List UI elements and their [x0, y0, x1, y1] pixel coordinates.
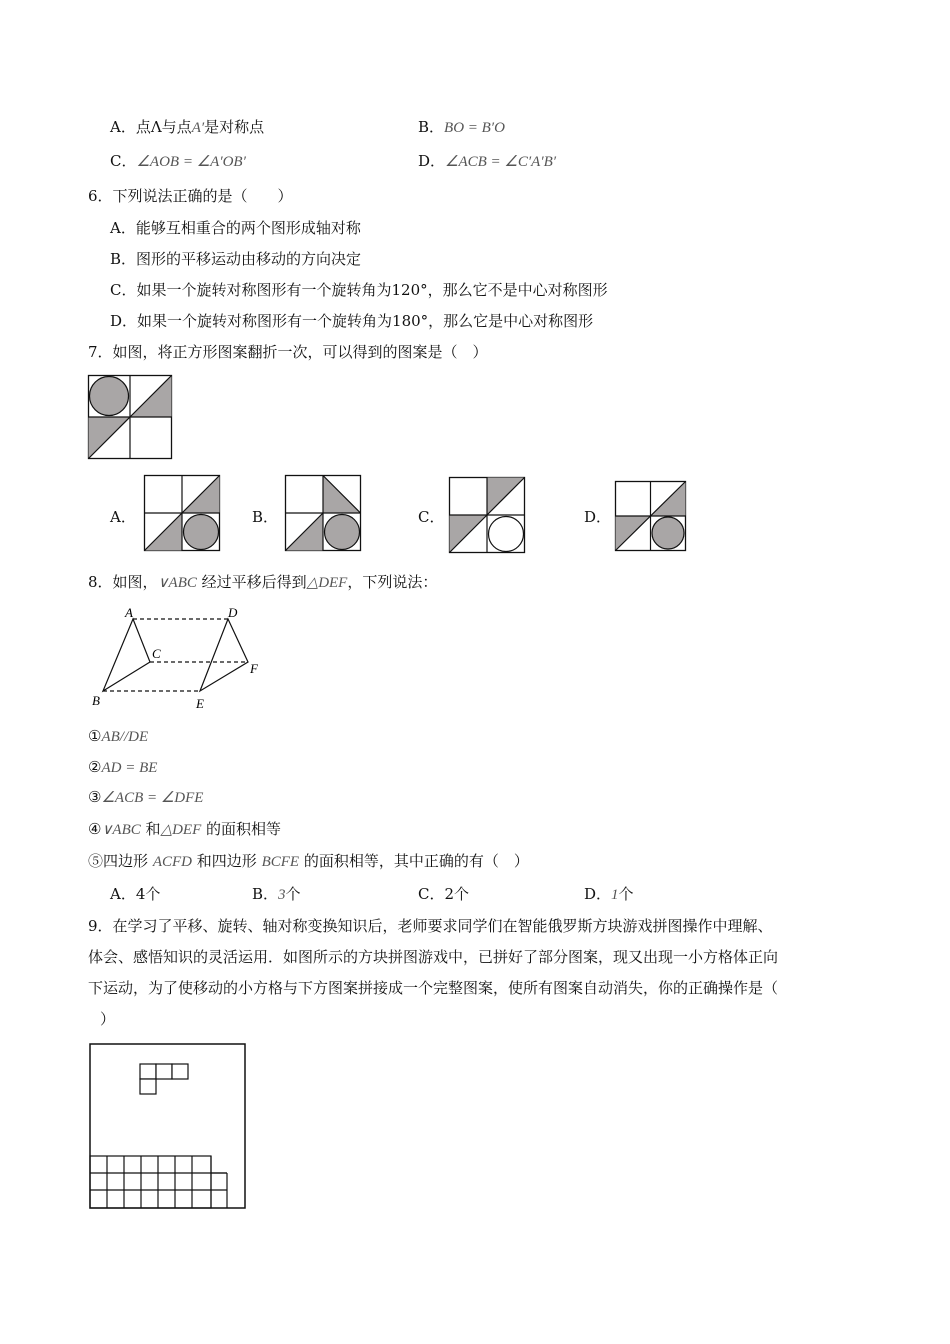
q7-option-c-figure[interactable]: [449, 477, 525, 553]
q8-stem-text2: 经过平移后得到: [201, 573, 307, 591]
q8-statement-2-num: ②: [88, 758, 102, 776]
q5-option-b[interactable]: [418, 117, 505, 138]
q8-figure-label-d: D: [228, 605, 238, 620]
q7-option-d-figure[interactable]: [615, 481, 686, 551]
q8-statement-5: [88, 851, 529, 872]
q9-stem-line-1: 9．在学习了平移、旋转、轴对称变换知识后，老师要求同学们在智能俄罗斯方块游戏拼图操作中理解、: [88, 917, 773, 935]
q8-option-b-label: B．: [252, 885, 279, 903]
q9-stem-line-3: 下运动，为了使移动的小方格与下方图案拼接成一个完整图案，使所有图案自动消失，你的正确操作是（: [88, 979, 779, 997]
q5-option-a[interactable]: [110, 117, 264, 138]
q8-option-d-num: 1: [611, 887, 619, 903]
q7-original-figure: [88, 375, 172, 459]
q8-stem-text3: ，下列说法：: [347, 573, 438, 591]
q9-stem-line-2: 体会、感悟知识的灵活运用．如图所示的方块拼图游戏中，已拼好了部分图案，现又出现一小方格体正向: [88, 948, 779, 966]
q5-option-a-text2: 是对称点: [204, 118, 265, 136]
q7-option-d-label[interactable]: D．: [584, 508, 612, 526]
q8-statement-5-text2: 和四边形: [196, 852, 257, 870]
q5-option-b-label: B．: [418, 118, 445, 136]
q8-figure-label-c: C: [152, 646, 161, 661]
q8-statement-5-text1: 四边形: [103, 852, 149, 870]
q8-figure-label-e: E: [196, 696, 204, 711]
q9-stem-line-4: ）: [100, 1010, 116, 1028]
q5-option-d-math: ∠ACB = ∠C′A′B′: [445, 154, 557, 170]
q8-statement-2: [88, 757, 157, 778]
q8-option-a[interactable]: A．4个: [110, 885, 161, 903]
q6-option-c[interactable]: C．如果一个旋转对称图形有一个旋转角为120°，那么它不是中心对称图形: [110, 281, 608, 299]
q5-option-a-math: A′: [191, 120, 205, 136]
q8-statement-3-math: ∠ACB = ∠DFE: [101, 790, 204, 806]
q5-option-d-label: D．: [418, 152, 446, 170]
q8-statement-1: [88, 726, 148, 747]
q8-statement-3: [88, 787, 203, 808]
q8-option-d[interactable]: [584, 884, 634, 905]
q8-figure-label-f: F: [250, 661, 258, 676]
q8-translation-figure: [88, 605, 278, 715]
q8-statement-4-math1: ∨ABC: [101, 822, 141, 838]
q8-statement-5-math2: BCFE: [261, 854, 300, 870]
q5-option-c[interactable]: [110, 151, 246, 172]
q8-figure-label-b: B: [92, 693, 100, 708]
q8-statement-5-math1: ACFD: [152, 854, 192, 870]
q8-option-d-unit: 个: [618, 885, 634, 903]
q5-option-a-label: A．: [110, 118, 136, 136]
q8-statement-4-text2: 的面积相等: [206, 820, 282, 838]
q8-option-b[interactable]: [252, 884, 301, 905]
q8-statement-5-text3: 的面积相等，其中正确的有（ ）: [303, 852, 529, 870]
q6-stem: 6．下列说法正确的是（ ）: [88, 187, 293, 205]
q8-statement-4-text1: 和: [145, 820, 161, 838]
q6-option-b[interactable]: B．图形的平移运动由移动的方向决定: [110, 250, 362, 268]
q8-option-b-num: 3: [278, 887, 286, 903]
q7-option-b-figure[interactable]: [285, 475, 361, 551]
q8-stem-triangle1: ∨ABC: [157, 575, 197, 591]
q8-statement-4: [88, 819, 281, 840]
q5-option-d[interactable]: [418, 151, 556, 172]
q8-statement-3-num: ③: [88, 788, 102, 806]
q6-option-d[interactable]: D．如果一个旋转对称图形有一个旋转角为180°，那么它是中心对称图形: [110, 312, 594, 330]
q8-option-d-label: D．: [584, 885, 612, 903]
q8-statement-1-num: ①: [88, 727, 102, 745]
q6-option-a[interactable]: A．能够互相重合的两个图形成轴对称: [110, 219, 361, 237]
q7-option-a-figure[interactable]: [144, 475, 220, 551]
q5-option-a-text1: 点Λ与点: [135, 118, 192, 136]
q8-statement-2-math: AD = BE: [101, 760, 158, 776]
q5-option-c-label: C．: [110, 152, 137, 170]
q8-statement-1-math: AB//DE: [101, 729, 149, 745]
q8-statement-5-num: ⑤: [88, 852, 104, 870]
q5-option-b-math: BO = B′O: [444, 120, 505, 136]
q5-option-c-math: ∠AOB = ∠A′OB′: [136, 154, 246, 170]
q8-option-b-unit: 个: [285, 885, 301, 903]
q7-option-a-label[interactable]: A．: [110, 508, 136, 526]
q8-stem: [88, 572, 437, 593]
q8-stem-triangle2: △DEF: [306, 575, 348, 591]
q7-stem: 7．如图，将正方形图案翻折一次，可以得到的图案是（ ）: [88, 343, 488, 361]
q8-stem-text1: 8．如图，: [88, 573, 158, 591]
q8-statement-4-num: ④: [88, 820, 102, 838]
q8-figure-label-a: A: [125, 605, 133, 620]
q7-option-b-label[interactable]: B．: [252, 508, 279, 526]
q8-statement-4-math2: △DEF: [160, 822, 202, 838]
q8-option-c[interactable]: C．2个: [418, 885, 470, 903]
q7-option-c-label[interactable]: C．: [418, 508, 445, 526]
q9-tetris-figure: [89, 1043, 247, 1211]
